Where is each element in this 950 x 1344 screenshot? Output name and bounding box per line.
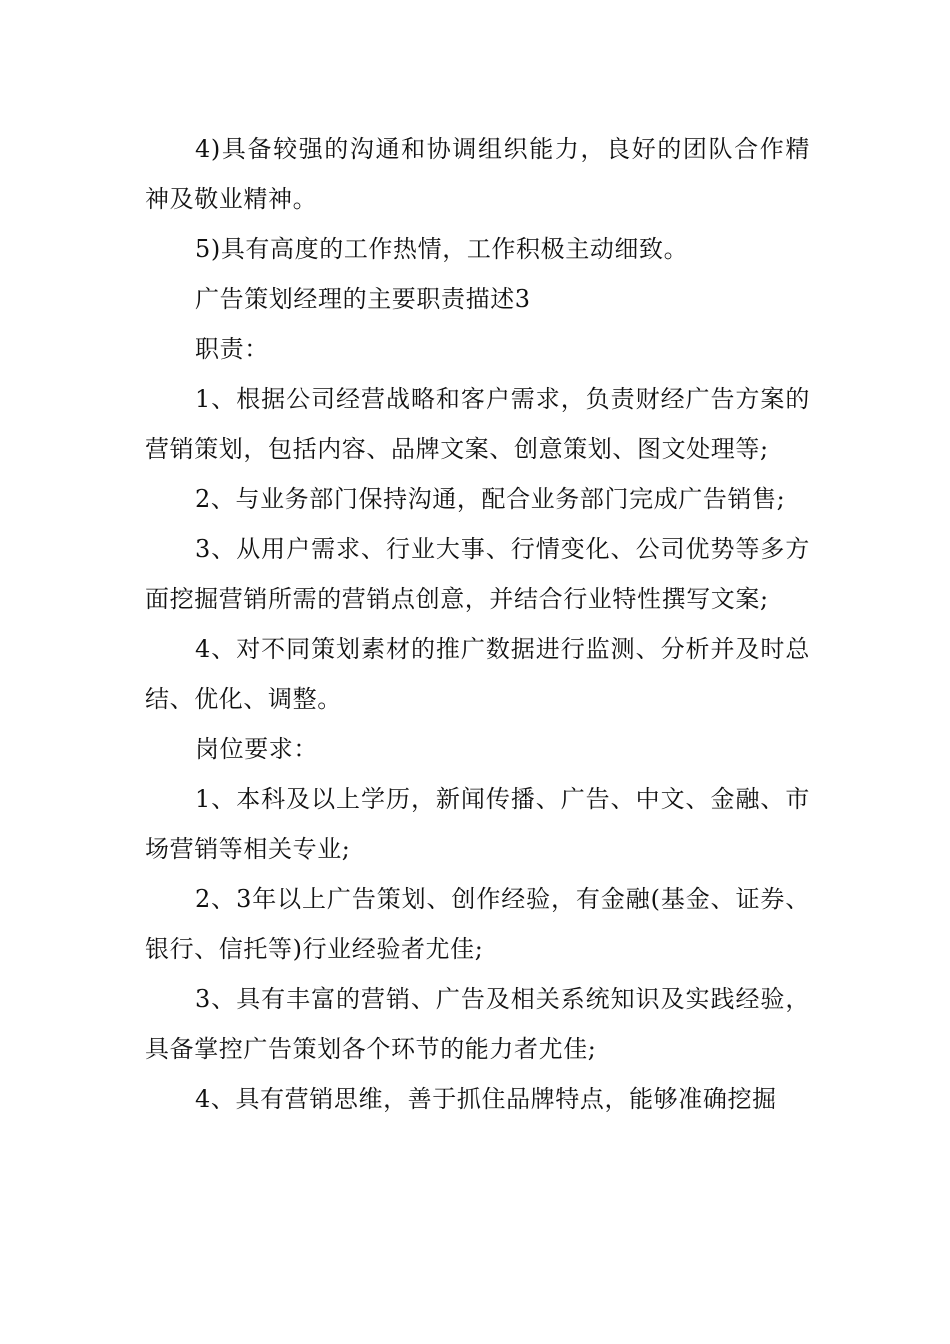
requirement-item-2: 2、3年以上广告策划、创作经验，有金融(基金、证券、银行、信托等)行业经验者尤佳; — [145, 885, 810, 963]
duty-item-1: 1、根据公司经营战略和客户需求，负责财经广告方案的营销策划，包括内容、品牌文案、创意策划、图文处理等; — [145, 385, 810, 463]
document-body — [145, 124, 810, 1124]
requirement-item-1: 1、本科及以上学历，新闻传播、广告、中文、金融、市场营销等相关专业; — [145, 785, 810, 863]
requirement-item-4: 4、具有营销思维，善于抓住品牌特点，能够准确挖掘 — [195, 1085, 777, 1113]
requirements-heading: 岗位要求： — [195, 735, 318, 763]
duties-heading: 职责： — [195, 335, 269, 363]
duty-item-4: 4、对不同策划素材的推广数据进行监测、分析并及时总结、优化、调整。 — [145, 635, 810, 713]
duty-item-3: 3、从用户需求、行业大事、行情变化、公司优势等多方面挖掘营销所需的营销点创意，并结合行业特性撰写文案; — [145, 535, 810, 613]
section-title: 广告策划经理的主要职责描述3 — [195, 285, 531, 313]
paragraph-requirement-4: 4)具备较强的沟通和协调组织能力，良好的团队合作精神及敬业精神。 — [145, 135, 810, 213]
requirement-item-3: 3、具有丰富的营销、广告及相关系统知识及实践经验，具备掌控广告策划各个环节的能力者尤佳; — [145, 985, 810, 1063]
paragraph-requirement-5: 5)具有高度的工作热情，工作积极主动细致。 — [195, 235, 689, 263]
duty-item-2: 2、与业务部门保持沟通，配合业务部门完成广告销售; — [195, 485, 786, 513]
